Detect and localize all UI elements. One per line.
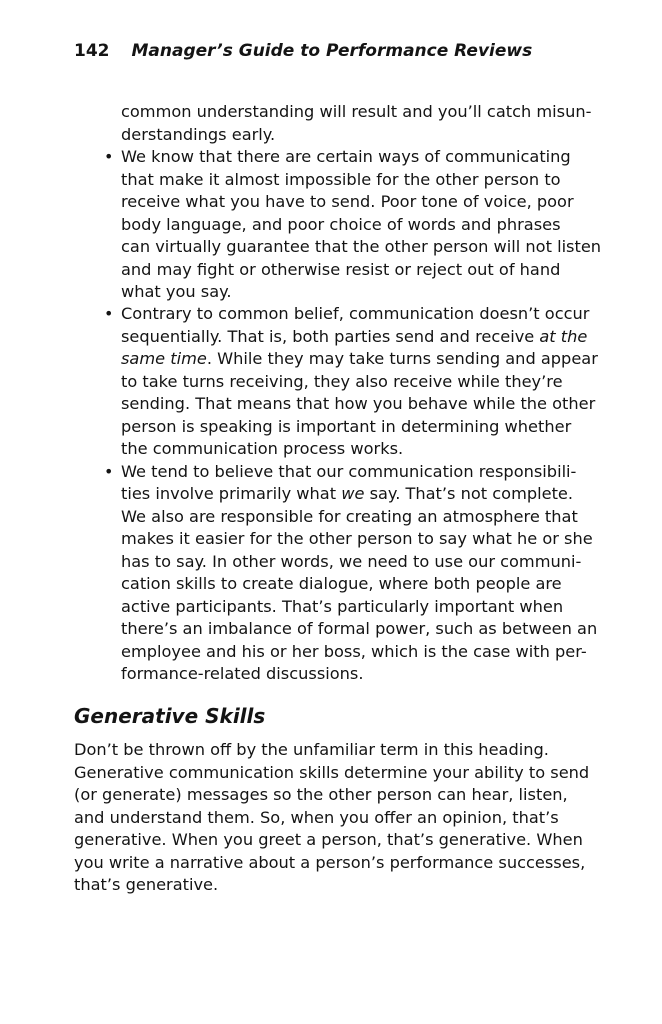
text-line: We also are responsible for creating an atmosphere that [121,507,578,526]
section-heading: Generative Skills [74,704,266,728]
bullet-dot: • [104,462,114,481]
text-line: active participants. That’s particularly important when [121,597,564,616]
text-line: common understanding will result and you’ll catch misun- [121,102,592,121]
text-line: to take turns receiving, they also receive while they’re [121,372,563,391]
text-line: you write a narrative about a person’s performance successes, [74,853,586,872]
bullet-dot: • [104,147,114,166]
running-header [74,41,532,61]
text-line: formance-related discussions. [121,664,364,683]
text-line: and understand them. So, when you offer an opinion, that’s [74,808,559,827]
text-line: derstandings early. [121,125,276,144]
text-line: Contrary to common belief, communication doesn’t occur [121,304,590,323]
page-number: 142 [74,41,110,61]
text-line: person is speaking is important in determining whether [121,417,572,436]
text-line: generative. When you greet a person, that’s generative. When [74,830,583,849]
text-run: ties involve primarily what [121,484,342,503]
text-line: (or generate) messages so the other person can hear, listen, [74,785,568,804]
text-line: Don’t be thrown off by the unfamiliar term in this heading. [74,740,549,759]
text-run: . While they may take turns sending and appear [206,349,598,368]
text-line: and may fight or otherwise resist or reject out of hand [121,260,561,279]
text-line: We tend to believe that our communication responsibili- [121,462,577,481]
text-line: cation skills to create dialogue, where both people are [121,574,562,593]
text-line: makes it easier for the other person to say what he or she [121,529,593,548]
text-run: sequentially. That is, both parties send and receive [121,327,540,346]
text-line: what you say. [121,282,232,301]
bullet-dot: • [104,304,114,323]
text-line: receive what you have to send. Poor tone of voice, poor [121,192,574,211]
text-line: that’s generative. [74,875,219,894]
text-line: We know that there are certain ways of communicating [121,147,571,166]
text-line: Generative communication skills determine your ability to send [74,763,590,782]
text-line: can virtually guarantee that the other person will not listen [121,237,602,256]
text-line: that make it almost impossible for the other person to [121,170,561,189]
text-line: body language, and poor choice of words and phrases [121,215,561,234]
emphasis-text: at the [539,327,588,346]
text-line: the communication process works. [121,439,404,458]
emphasis-text: same time [121,349,207,368]
text-line: sending. That means that how you behave while the other [121,394,596,413]
running-title: Manager’s Guide to Performance Reviews [131,41,533,61]
text-run: say. That’s not complete. [364,484,574,503]
text-line [121,326,587,348]
text-line: has to say. In other words, we need to use our communi- [121,552,582,571]
emphasis-text: we [341,484,365,503]
text-line [121,348,598,370]
text-line [121,483,573,505]
text-line: employee and his or her boss, which is the case with per- [121,642,587,661]
text-line: there’s an imbalance of formal power, such as between an [121,619,598,638]
